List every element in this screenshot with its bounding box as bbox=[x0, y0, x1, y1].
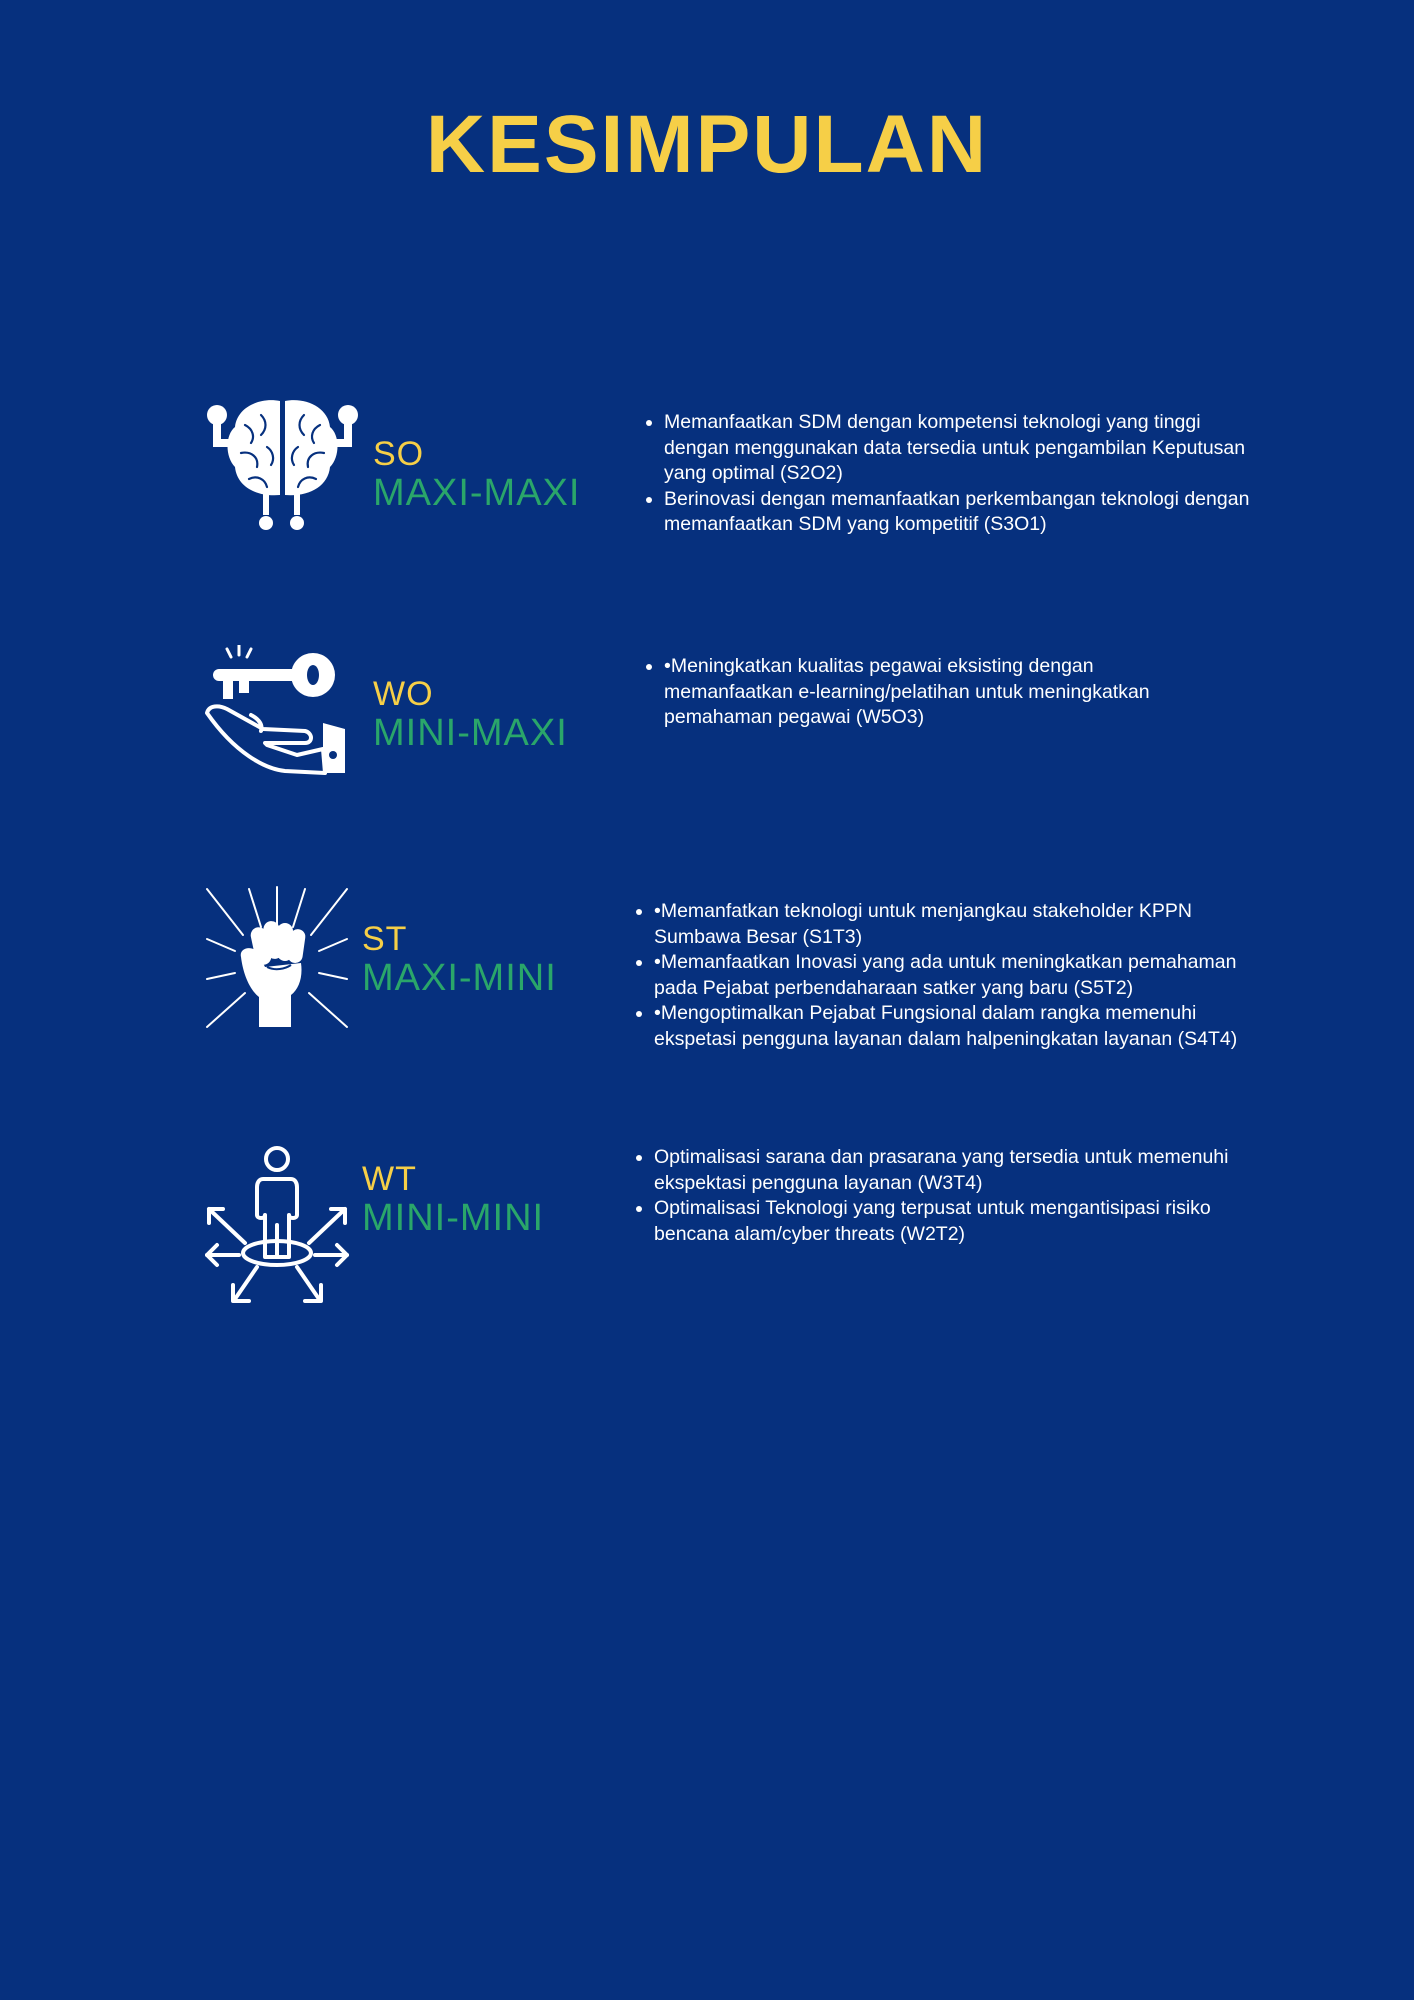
section-code: WT bbox=[362, 1160, 417, 1198]
list-item: • •Memanfatkan teknologi untuk menjangkau stakeholder KPPN Sumbawa Besar (S1T3) bbox=[654, 899, 1244, 950]
so-label bbox=[373, 435, 580, 513]
section-strategy: MAXI-MAXI bbox=[373, 472, 581, 514]
list-item: • Optimalisasi sarana dan prasarana yang tersedia untuk memenuhi ekspektasi pengguna layanan (W3T4) bbox=[654, 1145, 1234, 1196]
list-item: • Berinovasi dengan memanfaatkan perkembangan teknologi dengan memanfaatkan SDM yang kompetitif (S3O1) bbox=[664, 487, 1254, 538]
so-points bbox=[638, 410, 1254, 538]
section-code: ST bbox=[362, 920, 408, 958]
list-item: • Optimalisasi Teknologi yang terpusat untuk mengantisipasi risiko bencana alam/cyber threats (W2T2) bbox=[654, 1196, 1234, 1247]
key-hand-icon bbox=[205, 645, 350, 775]
person-arrows-icon bbox=[205, 1145, 350, 1305]
st-label bbox=[362, 920, 557, 998]
page-title: KESIMPULAN bbox=[425, 99, 989, 190]
st-points bbox=[628, 899, 1244, 1052]
section-strategy: MAXI-MINI bbox=[362, 957, 557, 999]
section-code: SO bbox=[373, 435, 425, 473]
list-item: • Memanfaatkan SDM dengan kompetensi teknologi yang tinggi dengan menggunakan data tersedia untuk pengambilan Keputusan yang optimal (S2O2) bbox=[664, 410, 1254, 487]
wt-label bbox=[362, 1160, 544, 1238]
raised-fist-icon bbox=[205, 885, 350, 1030]
brain-dumbbell-icon bbox=[205, 395, 360, 535]
list-item: • •Memanfaatkan Inovasi yang ada untuk meningkatkan pemahaman pada Pejabat perbendaharaan satker yang baru (S5T2) bbox=[654, 950, 1244, 1001]
wo-label bbox=[373, 675, 568, 753]
section-strategy: MINI-MINI bbox=[362, 1197, 545, 1239]
list-item: • •Meningkatkan kualitas pegawai eksisting dengan memanfaatkan e-learning/pelatihan untuk meningkatkan pemahaman pegawai (W5O3) bbox=[664, 654, 1224, 731]
section-strategy: MINI-MAXI bbox=[373, 712, 568, 754]
list-item: • •Mengoptimalkan Pejabat Fungsional dalam rangka memenuhi ekspetasi pengguna layanan dalam halpeningkatan layanan (S4T4) bbox=[654, 1001, 1244, 1052]
section-code: WO bbox=[373, 675, 434, 713]
wo-points bbox=[638, 654, 1224, 731]
wt-points bbox=[628, 1145, 1234, 1247]
